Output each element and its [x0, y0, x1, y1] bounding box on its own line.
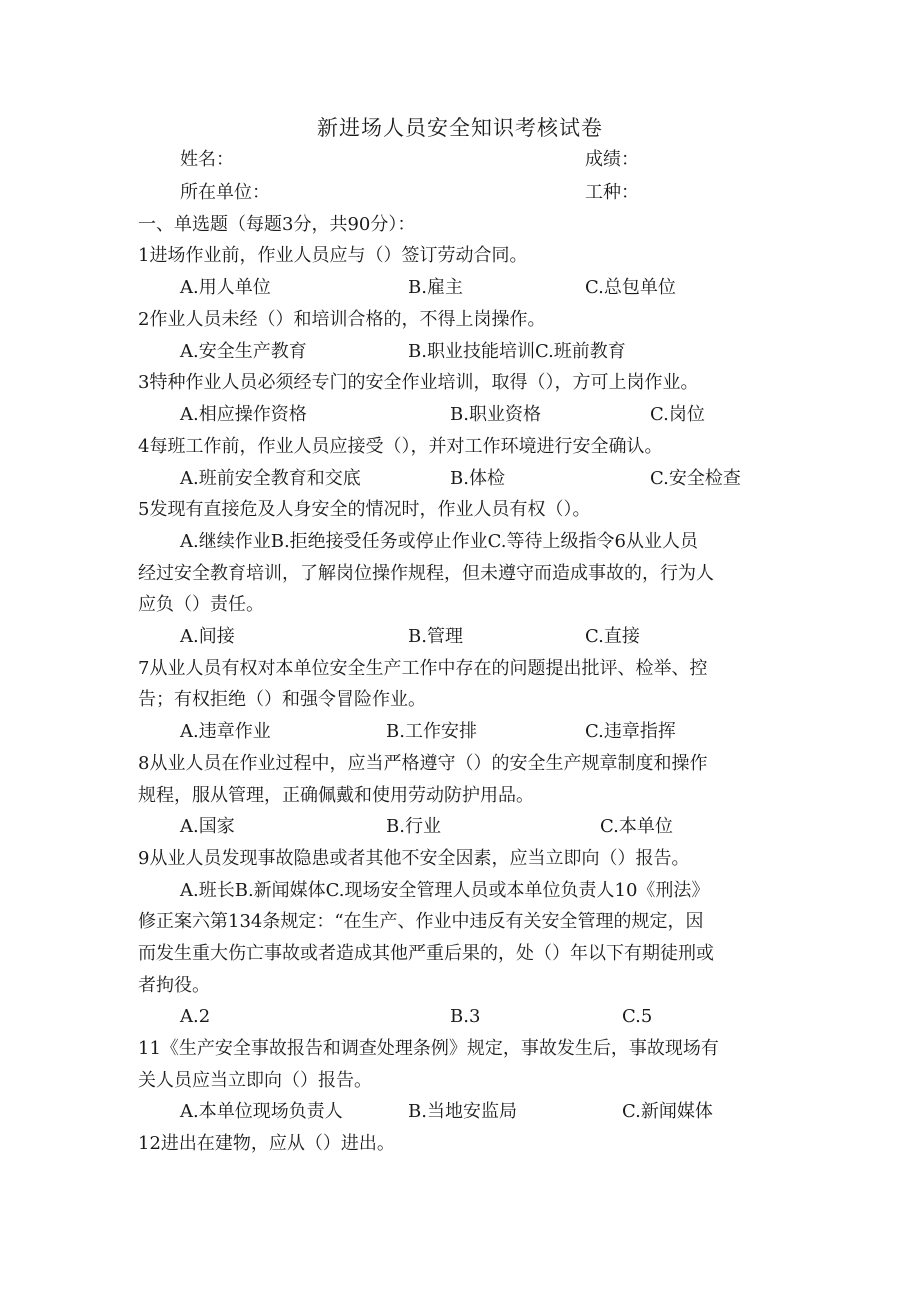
- q8-option-b: B.行业: [386, 816, 441, 837]
- q6-option-b: B.管理: [408, 626, 463, 647]
- q6-option-a: A.间接: [180, 626, 235, 647]
- question-6-line-3: 应负（）责任。: [138, 594, 264, 615]
- q11-option-a: A.本单位现场负责人: [180, 1101, 343, 1122]
- question-3: 3特种作业人员必须经专门的安全作业培训，取得（），方可上岗作业。: [138, 372, 699, 393]
- question-4: 4每班工作前，作业人员应接受（），并对工作环境进行安全确认。: [138, 436, 663, 457]
- score-label: 成绩：: [585, 149, 639, 170]
- page-title: 新进场人员安全知识考核试卷: [317, 116, 603, 140]
- section-heading: 一、单选题（每题3分，共90分）：: [138, 214, 416, 235]
- question-1: 1进场作业前，作业人员应与（）签订劳动合同。: [138, 245, 528, 266]
- question-6-line-2: 经过安全教育培训，了解岗位操作规程，但未遵守而造成事故的，行为人: [138, 563, 714, 584]
- q10-option-b: B.3: [450, 1006, 481, 1027]
- question-10-line-4: 者拘役。: [138, 975, 210, 996]
- q4-option-c: C.安全检查: [650, 468, 741, 489]
- q10-option-a: A.2: [180, 1006, 211, 1027]
- q5-options-and-q6: A.继续作业B.拒绝接受任务或停止作业C.等待上级指令6从业人员: [180, 531, 698, 552]
- question-10-line-3: 而发生重大伤亡事故或者造成其他严重后果的，处（）年以下有期徒刑或: [138, 943, 714, 964]
- q1-option-a: A.用人单位: [180, 277, 271, 298]
- question-11-line-2: 关人员应当立即向（）报告。: [138, 1070, 372, 1091]
- q2-option-bc: B.职业技能培训C.班前教育: [408, 341, 626, 362]
- question-8-line-1: 8从业人员在作业过程中，应当严格遵守（）的安全生产规章制度和操作: [138, 753, 708, 774]
- question-8-line-2: 规程，服从管理，正确佩戴和使用劳动防护用品。: [138, 785, 534, 806]
- q11-option-b: B.当地安监局: [408, 1101, 517, 1122]
- unit-label: 所在单位：: [180, 182, 270, 203]
- q9-options-and-q10: A.班长B.新闻媒体C.现场安全管理人员或本单位负责人10《刑法》: [180, 880, 710, 901]
- q3-option-c: C.岗位: [650, 404, 705, 425]
- question-11-line-1: 11《生产安全事故报告和调查处理条例》规定，事故发生后，事故现场有: [138, 1038, 719, 1059]
- q1-option-c: C.总包单位: [585, 277, 676, 298]
- q11-option-c: C.新闻媒体: [622, 1101, 713, 1122]
- question-12: 12进出在建物，应从（）进出。: [138, 1133, 395, 1154]
- q10-option-c: C.5: [622, 1006, 653, 1027]
- question-5: 5发现有直接危及人身安全的情况时，作业人员有权（）。: [138, 499, 591, 520]
- name-label: 姓名：: [180, 149, 234, 170]
- q7-option-c: C.违章指挥: [585, 721, 676, 742]
- job-label: 工种：: [585, 182, 639, 203]
- q2-option-a: A.安全生产教育: [180, 341, 307, 362]
- q8-option-a: A.国家: [180, 816, 235, 837]
- q7-option-a: A.违章作业: [180, 721, 271, 742]
- q4-option-b: B.体检: [450, 468, 505, 489]
- q3-option-a: A.相应操作资格: [180, 404, 307, 425]
- question-7-line-2: 告；有权拒绝（）和强令冒险作业。: [138, 689, 426, 710]
- question-9: 9从业人员发现事故隐患或者其他不安全因素，应当立即向（）报告。: [138, 848, 690, 869]
- q7-option-b: B.工作安排: [386, 721, 477, 742]
- question-10-line-2: 修正案六第134条规定：“在生产、作业中违反有关安全管理的规定，因: [138, 911, 704, 932]
- q4-option-a: A.班前安全教育和交底: [180, 468, 361, 489]
- q1-option-b: B.雇主: [408, 277, 463, 298]
- question-7-line-1: 7从业人员有权对本单位安全生产工作中存在的问题提出批评、检举、控: [138, 658, 708, 679]
- q3-option-b: B.职业资格: [450, 404, 541, 425]
- question-2: 2作业人员未经（）和培训合格的，不得上岗操作。: [138, 309, 546, 330]
- q8-option-c: C.本单位: [600, 816, 673, 837]
- q6-option-c: C.直接: [585, 626, 640, 647]
